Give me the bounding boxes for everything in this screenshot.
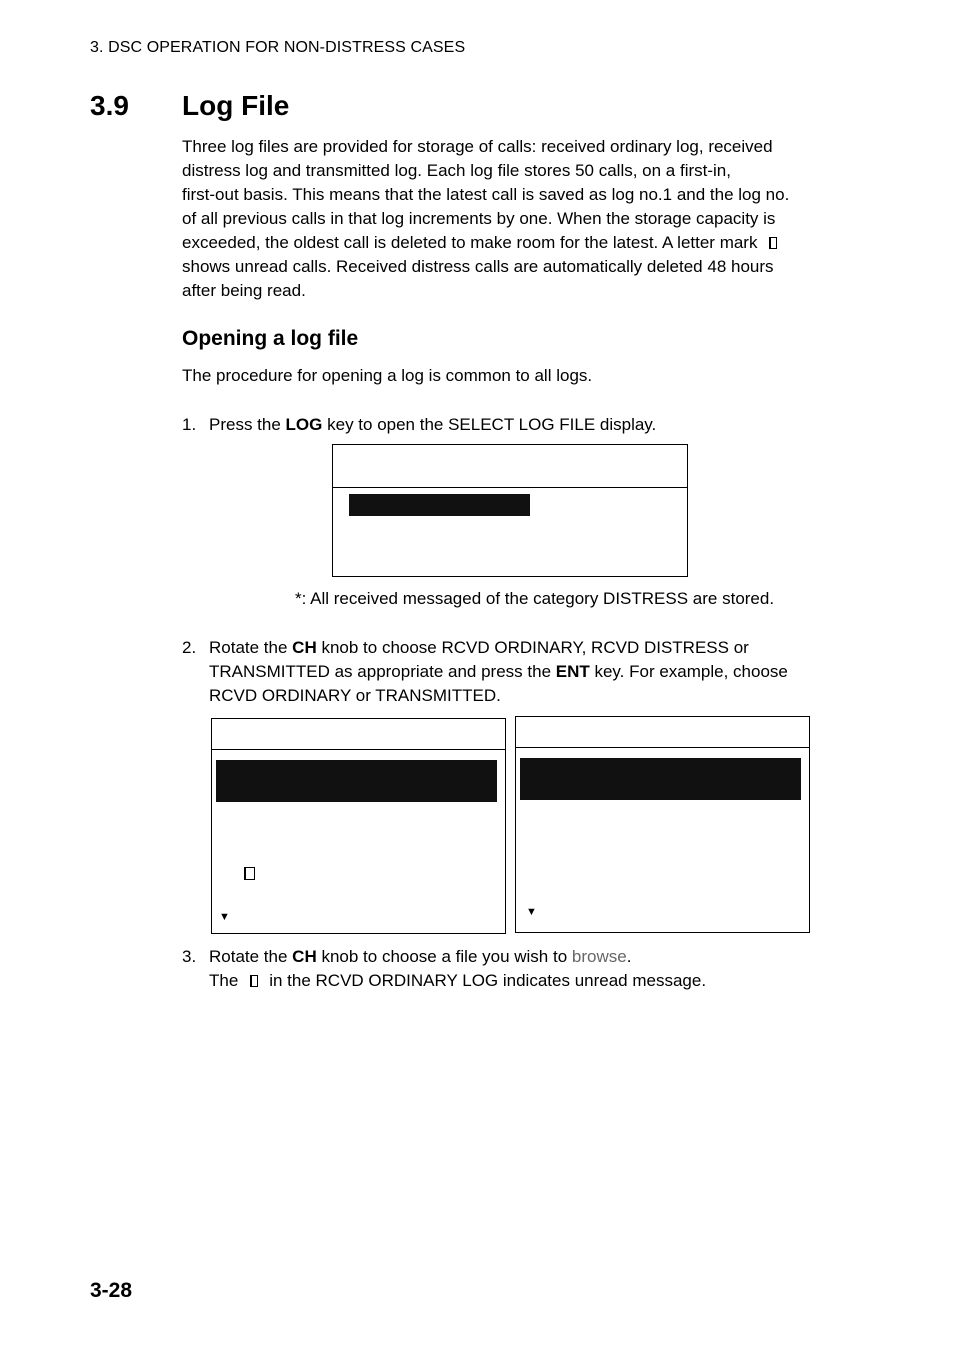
paragraph-line: after being read.: [182, 281, 306, 300]
selection-highlight: [520, 758, 801, 800]
step-text: Press the LOG key to open the SELECT LOG FILE display.: [209, 415, 657, 434]
step-text: Rotate the CH knob to choose RCVD ORDINARY, RCVD DISTRESS or TRANSMITTED as appropriate and press the ENT key. For example, choose RCVD ORDINARY or TRANSMITTED.: [209, 638, 788, 705]
paragraph-line: first-out basis. This means that the latest call is saved as log no.1 and the log no.: [182, 185, 790, 204]
transmitted-log-display: [515, 716, 810, 933]
selection-highlight: [349, 494, 530, 516]
paragraph-line: of all previous calls in that log increments by one. When the storage capacity is: [182, 209, 776, 228]
footnote: *: All received messaged of the category DISTRESS are stored.: [295, 589, 775, 608]
paragraph-line: shows unread calls. Received distress calls are automatically deleted 48 hours: [182, 257, 774, 276]
intro-paragraph: [182, 135, 847, 303]
rcvd-ordinary-log-display: [211, 718, 506, 934]
page-number: 3-28: [90, 1279, 133, 1302]
display-divider: [333, 487, 687, 488]
step-text: Rotate the CH knob to choose a file you wish to browse. The in the RCVD ORDINARY LOG indicates unread message.: [209, 947, 707, 990]
running-header: 3. DSC OPERATION FOR NON-DISTRESS CASES: [90, 39, 466, 56]
key-name: CH: [292, 638, 317, 657]
subheading: Opening a log file: [182, 327, 359, 350]
scroll-down-icon: ▼: [219, 911, 230, 923]
unread-mark-icon: [250, 975, 258, 987]
section-title: Log File: [182, 90, 290, 121]
display-divider: [516, 747, 809, 748]
key-name: ENT: [555, 662, 590, 681]
key-name: LOG: [285, 415, 323, 434]
step-number: 1.: [182, 415, 197, 434]
step-number: 3.: [182, 947, 197, 966]
select-log-file-display: [332, 444, 688, 577]
procedure-intro: The procedure for opening a log is common to all logs.: [182, 366, 593, 385]
display-divider: [212, 749, 505, 750]
paragraph-line: exceeded, the oldest call is deleted to make room for the latest. A letter mark: [182, 231, 847, 255]
browse-link[interactable]: browse: [571, 947, 627, 966]
paragraph-line: Three log files are provided for storage of calls: received ordinary log, received: [182, 137, 773, 156]
unread-mark-icon: [244, 867, 255, 880]
paragraph-line: distress log and transmitted log. Each log file stores 50 calls, on a first-in,: [182, 161, 731, 180]
key-name: CH: [292, 947, 317, 966]
scroll-down-icon: ▼: [526, 906, 537, 918]
selection-highlight: [216, 760, 497, 802]
unread-mark-icon: [769, 237, 777, 249]
section-number: 3.9: [90, 90, 129, 121]
step-number: 2.: [182, 638, 197, 657]
